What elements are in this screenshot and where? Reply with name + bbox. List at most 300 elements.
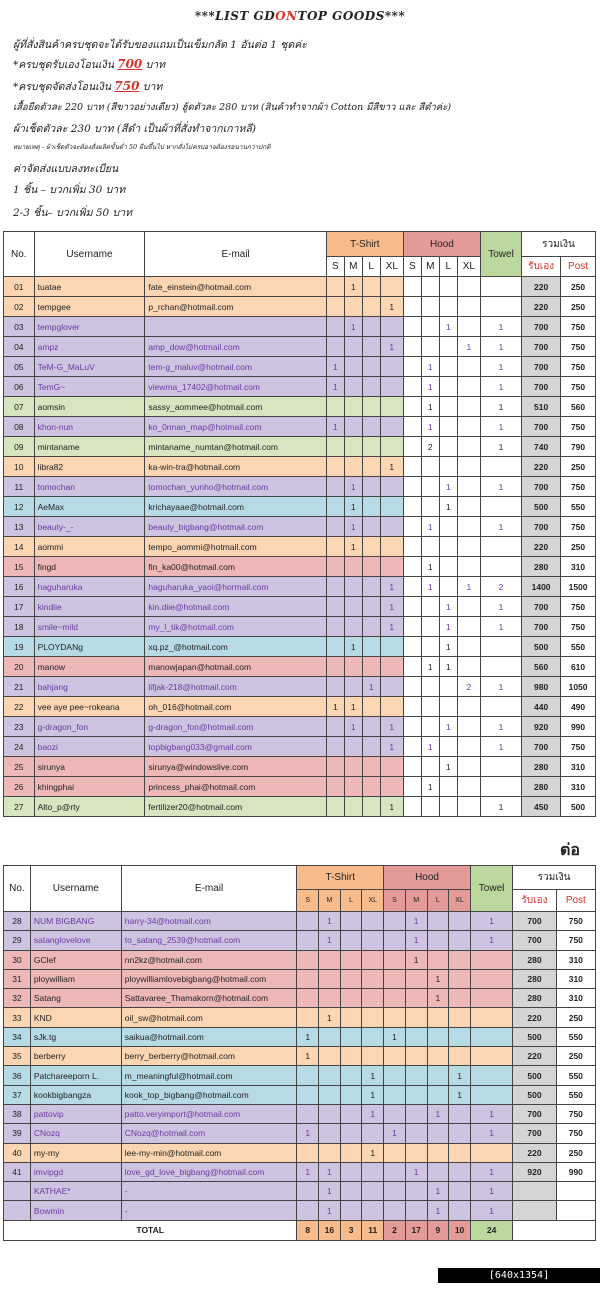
row-tshirt-qty bbox=[340, 931, 362, 950]
row-hood-qty bbox=[427, 1085, 449, 1104]
row-hood-qty: 1 bbox=[439, 717, 457, 737]
row-hood-qty bbox=[421, 497, 439, 517]
row-post-price: 750 bbox=[556, 931, 595, 950]
total-row bbox=[4, 1220, 596, 1240]
row-post-price: 550 bbox=[556, 1027, 595, 1046]
header-line-shipping: ค่าจัดส่งแบบลงทะเบียน bbox=[13, 163, 119, 175]
size-xl: XL bbox=[449, 890, 471, 912]
table-row bbox=[4, 677, 596, 697]
row-email: krichayaae@hotmail.com bbox=[145, 497, 326, 517]
row-username: KND bbox=[30, 1008, 121, 1027]
row-tshirt-qty bbox=[344, 557, 362, 577]
row-hood-qty bbox=[457, 277, 480, 297]
row-tshirt-qty bbox=[297, 1201, 319, 1220]
table-row bbox=[4, 1027, 596, 1046]
row-hood-qty bbox=[403, 317, 421, 337]
row-post-price: 250 bbox=[561, 537, 596, 557]
row-email: - bbox=[121, 1201, 297, 1220]
row-username: ampz bbox=[34, 337, 145, 357]
row-username: khon-nun bbox=[34, 417, 145, 437]
size-xl: XL bbox=[362, 890, 384, 912]
row-tshirt-qty bbox=[344, 597, 362, 617]
col-pickup: รับเอง bbox=[522, 257, 561, 277]
row-hood-qty bbox=[384, 1066, 406, 1085]
row-number: 38 bbox=[4, 1104, 31, 1123]
row-number: 22 bbox=[4, 697, 35, 717]
row-tshirt-qty bbox=[326, 557, 344, 577]
row-tshirt-qty bbox=[344, 657, 362, 677]
row-number: 36 bbox=[4, 1066, 31, 1085]
table-row bbox=[4, 969, 596, 988]
row-hood-qty bbox=[421, 317, 439, 337]
row-post-price bbox=[556, 1201, 595, 1220]
row-tshirt-qty: 1 bbox=[319, 931, 341, 950]
row-hood-qty bbox=[457, 317, 480, 337]
total-hood: 17 bbox=[405, 1220, 427, 1240]
row-hood-qty: 1 bbox=[439, 617, 457, 637]
row-username: satanglovelove bbox=[30, 931, 121, 950]
row-username: aomsin bbox=[34, 397, 145, 417]
row-number: 18 bbox=[4, 617, 35, 637]
row-email bbox=[145, 317, 326, 337]
row-tshirt-qty bbox=[344, 397, 362, 417]
row-number: 11 bbox=[4, 477, 35, 497]
row-post-price: 750 bbox=[561, 617, 596, 637]
row-hood-qty bbox=[405, 1182, 427, 1201]
row-tshirt-qty bbox=[380, 557, 403, 577]
row-hood-qty: 1 bbox=[384, 1124, 406, 1143]
row-tshirt-qty bbox=[340, 1143, 362, 1162]
orders-table-1 bbox=[3, 231, 596, 817]
row-towel-qty: 1 bbox=[480, 797, 521, 817]
row-number: 34 bbox=[4, 1027, 31, 1046]
row-tshirt-qty bbox=[362, 797, 380, 817]
table-row bbox=[4, 697, 596, 717]
row-number: 25 bbox=[4, 757, 35, 777]
row-hood-qty bbox=[427, 1047, 449, 1066]
row-pickup-price: 740 bbox=[522, 437, 561, 457]
row-hood-qty bbox=[384, 1104, 406, 1123]
row-hood-qty bbox=[421, 537, 439, 557]
row-tshirt-qty bbox=[297, 1085, 319, 1104]
row-hood-qty bbox=[457, 297, 480, 317]
row-tshirt-qty bbox=[380, 357, 403, 377]
row-tshirt-qty bbox=[380, 657, 403, 677]
row-hood-qty bbox=[457, 637, 480, 657]
size-s: S bbox=[297, 890, 319, 912]
row-tshirt-qty: 1 bbox=[380, 577, 403, 597]
row-tshirt-qty bbox=[362, 477, 380, 497]
row-username: berberry bbox=[30, 1047, 121, 1066]
row-hood-qty bbox=[403, 417, 421, 437]
row-towel-qty: 1 bbox=[480, 437, 521, 457]
header-line-prices: เสื้อยืดตัวละ 220 บาท (สีขาวอย่างเดียว) ฮู้ดตัวละ 280 บาท (สินค้าทำจากผ้า Cotton มีสีขาว และ สีดำค่ะ) bbox=[13, 102, 452, 113]
row-post-price: 310 bbox=[556, 969, 595, 988]
row-tshirt-qty: 1 bbox=[380, 597, 403, 617]
row-tshirt-qty bbox=[340, 969, 362, 988]
row-email: ploywilliamlovebigbang@hotmail.com bbox=[121, 969, 297, 988]
row-username: TeM-G_MaLuV bbox=[34, 357, 145, 377]
header-line-ship-1: 1 ชิ้น – บวกเพิ่ม 30 บาท bbox=[13, 184, 126, 196]
total-empty bbox=[513, 1220, 596, 1240]
row-hood-qty bbox=[403, 737, 421, 757]
row-hood-qty: 1 bbox=[405, 950, 427, 969]
row-tshirt-qty bbox=[380, 757, 403, 777]
row-tshirt-qty: 1 bbox=[362, 677, 380, 697]
row-towel-qty bbox=[480, 557, 521, 577]
row-pickup-price: 980 bbox=[522, 677, 561, 697]
row-email: amp_dow@hotmail.com bbox=[145, 337, 326, 357]
row-pickup-price: 220 bbox=[513, 1047, 556, 1066]
row-tshirt-qty: 1 bbox=[362, 1066, 384, 1085]
row-hood-qty bbox=[449, 1047, 471, 1066]
row-hood-qty bbox=[421, 297, 439, 317]
row-pickup-price: 280 bbox=[513, 969, 556, 988]
row-pickup-price: 220 bbox=[522, 277, 561, 297]
row-tshirt-qty bbox=[326, 597, 344, 617]
row-tshirt-qty bbox=[319, 1027, 341, 1046]
header-line-ship-2: 2-3 ชิ้น– บวกเพิ่ม 50 บาท bbox=[13, 207, 133, 219]
row-pickup-price: 700 bbox=[522, 737, 561, 757]
row-hood-qty bbox=[403, 617, 421, 637]
row-hood-qty bbox=[449, 1027, 471, 1046]
row-hood-qty bbox=[421, 617, 439, 637]
row-pickup-price: 700 bbox=[522, 517, 561, 537]
row-post-price bbox=[556, 1182, 595, 1201]
total-hood: 9 bbox=[427, 1220, 449, 1240]
col-post: Post bbox=[556, 890, 595, 912]
row-tshirt-qty bbox=[326, 617, 344, 637]
row-tshirt-qty bbox=[362, 697, 380, 717]
row-post-price: 550 bbox=[561, 637, 596, 657]
table-row bbox=[4, 1124, 596, 1143]
row-tshirt-qty bbox=[344, 677, 362, 697]
size-m: M bbox=[344, 257, 362, 277]
row-username: AeMax bbox=[34, 497, 145, 517]
row-towel-qty bbox=[470, 1143, 512, 1162]
size-l: L bbox=[439, 257, 457, 277]
row-number: 13 bbox=[4, 517, 35, 537]
row-tshirt-qty bbox=[326, 457, 344, 477]
row-post-price: 750 bbox=[561, 517, 596, 537]
row-tshirt-qty bbox=[340, 1162, 362, 1181]
row-towel-qty: 1 bbox=[480, 617, 521, 637]
row-pickup-price: 700 bbox=[513, 1124, 556, 1143]
row-tshirt-qty: 1 bbox=[344, 537, 362, 557]
row-username: bahjang bbox=[34, 677, 145, 697]
row-post-price: 250 bbox=[556, 1008, 595, 1027]
row-tshirt-qty: 1 bbox=[344, 637, 362, 657]
row-towel-qty bbox=[470, 1027, 512, 1046]
row-tshirt-qty bbox=[344, 357, 362, 377]
row-pickup-price: 280 bbox=[513, 950, 556, 969]
row-username: tempglover bbox=[34, 317, 145, 337]
row-hood-qty bbox=[403, 677, 421, 697]
table-row bbox=[4, 1066, 596, 1085]
row-number: 16 bbox=[4, 577, 35, 597]
row-tshirt-qty bbox=[362, 1124, 384, 1143]
row-hood-qty bbox=[405, 1047, 427, 1066]
row-username: sJk.tg bbox=[30, 1027, 121, 1046]
row-username: mintaname bbox=[34, 437, 145, 457]
row-email: lee-my-min@hotmail.com bbox=[121, 1143, 297, 1162]
row-hood-qty: 1 bbox=[427, 1182, 449, 1201]
row-email: fin_ka00@hotmail.com bbox=[145, 557, 326, 577]
row-username: Alto_p@rty bbox=[34, 797, 145, 817]
row-email: kin.diie@hotmail.com bbox=[145, 597, 326, 617]
row-towel-qty bbox=[470, 1008, 512, 1027]
row-towel-qty bbox=[480, 277, 521, 297]
row-towel-qty: 1 bbox=[470, 1162, 512, 1181]
row-tshirt-qty bbox=[380, 317, 403, 337]
row-post-price: 250 bbox=[556, 1143, 595, 1162]
row-tshirt-qty bbox=[362, 537, 380, 557]
row-hood-qty bbox=[457, 717, 480, 737]
total-hood: 10 bbox=[449, 1220, 471, 1240]
row-tshirt-qty bbox=[297, 912, 319, 931]
row-hood-qty bbox=[403, 797, 421, 817]
table-row bbox=[4, 1104, 596, 1123]
row-hood-qty bbox=[449, 912, 471, 931]
row-hood-qty bbox=[403, 337, 421, 357]
row-tshirt-qty bbox=[362, 1182, 384, 1201]
row-post-price: 750 bbox=[561, 317, 596, 337]
size-m: M bbox=[319, 890, 341, 912]
row-tshirt-qty bbox=[344, 757, 362, 777]
row-post-price: 750 bbox=[556, 1124, 595, 1143]
row-towel-qty: 1 bbox=[480, 717, 521, 737]
table-row bbox=[4, 1162, 596, 1181]
col-no: No. bbox=[4, 232, 35, 277]
row-hood-qty: 1 bbox=[384, 1027, 406, 1046]
row-tshirt-qty: 1 bbox=[319, 1008, 341, 1027]
row-post-price: 750 bbox=[561, 477, 596, 497]
size-xl: XL bbox=[457, 257, 480, 277]
size-l: L bbox=[427, 890, 449, 912]
row-username: khingphai bbox=[34, 777, 145, 797]
row-tshirt-qty bbox=[326, 657, 344, 677]
row-post-price: 990 bbox=[556, 1162, 595, 1181]
row-tshirt-qty bbox=[362, 577, 380, 597]
row-email: love_gd_love_bigbang@hotmail.com bbox=[121, 1162, 297, 1181]
row-tshirt-qty: 1 bbox=[326, 417, 344, 437]
row-username: aommi bbox=[34, 537, 145, 557]
row-tshirt-qty bbox=[340, 912, 362, 931]
row-pickup-price: 220 bbox=[513, 1143, 556, 1162]
total-tshirt: 11 bbox=[362, 1220, 384, 1240]
row-username: CNozq bbox=[30, 1124, 121, 1143]
row-number: 19 bbox=[4, 637, 35, 657]
row-number: 01 bbox=[4, 277, 35, 297]
row-tshirt-qty: 1 bbox=[344, 697, 362, 717]
row-hood-qty bbox=[449, 989, 471, 1008]
row-post-price: 250 bbox=[561, 277, 596, 297]
row-hood-qty bbox=[384, 969, 406, 988]
row-hood-qty bbox=[403, 637, 421, 657]
header-line-towel: ผ้าเช็ดตัวละ 230 บาท (สีดำ เป็นผ้าที่สั่งทำจากเกาหลี) bbox=[13, 123, 256, 135]
row-hood-qty bbox=[403, 477, 421, 497]
total-tshirt: 8 bbox=[297, 1220, 319, 1240]
row-towel-qty: 1 bbox=[480, 417, 521, 437]
row-hood-qty bbox=[457, 697, 480, 717]
table-row bbox=[4, 717, 596, 737]
table-row bbox=[4, 777, 596, 797]
row-hood-qty bbox=[427, 1066, 449, 1085]
row-tshirt-qty bbox=[344, 417, 362, 437]
table-row bbox=[4, 912, 596, 931]
row-tshirt-qty bbox=[362, 557, 380, 577]
row-username: sirunya bbox=[34, 757, 145, 777]
row-tshirt-qty bbox=[326, 577, 344, 597]
row-number: 26 bbox=[4, 777, 35, 797]
row-hood-qty bbox=[449, 1008, 471, 1027]
row-towel-qty: 1 bbox=[470, 931, 512, 950]
row-pickup-price bbox=[513, 1182, 556, 1201]
row-tshirt-qty: 1 bbox=[380, 617, 403, 637]
row-tshirt-qty bbox=[344, 377, 362, 397]
row-tshirt-qty: 1 bbox=[380, 797, 403, 817]
row-hood-qty bbox=[427, 1162, 449, 1181]
row-email: princess_phai@hotmail.com bbox=[145, 777, 326, 797]
row-tshirt-qty bbox=[362, 417, 380, 437]
row-hood-qty bbox=[439, 397, 457, 417]
col-post: Post bbox=[561, 257, 596, 277]
row-hood-qty bbox=[405, 1008, 427, 1027]
row-username: imvipgd bbox=[30, 1162, 121, 1181]
row-tshirt-qty bbox=[380, 517, 403, 537]
row-tshirt-qty bbox=[362, 617, 380, 637]
row-pickup-price bbox=[513, 1201, 556, 1220]
row-tshirt-qty bbox=[362, 757, 380, 777]
col-username: Username bbox=[34, 232, 145, 277]
row-hood-qty bbox=[384, 1047, 406, 1066]
row-username: my-my bbox=[30, 1143, 121, 1162]
row-pickup-price: 500 bbox=[513, 1085, 556, 1104]
row-username: KATHAE* bbox=[30, 1182, 121, 1201]
row-hood-qty bbox=[403, 657, 421, 677]
row-tshirt-qty bbox=[340, 1182, 362, 1201]
table-row bbox=[4, 377, 596, 397]
row-hood-qty bbox=[403, 377, 421, 397]
row-email: ko_0nnan_map@hotmail.com bbox=[145, 417, 326, 437]
row-tshirt-qty bbox=[362, 517, 380, 537]
row-hood-qty: 1 bbox=[439, 657, 457, 677]
row-tshirt-qty bbox=[297, 1143, 319, 1162]
row-towel-qty: 1 bbox=[480, 377, 521, 397]
row-post-price: 310 bbox=[561, 777, 596, 797]
row-towel-qty: 1 bbox=[480, 317, 521, 337]
row-tshirt-qty bbox=[380, 437, 403, 457]
row-tshirt-qty bbox=[362, 1008, 384, 1027]
table-row bbox=[4, 1182, 596, 1201]
row-email: fate_einstein@hotmail.com bbox=[145, 277, 326, 297]
row-hood-qty: 1 bbox=[421, 577, 439, 597]
row-tshirt-qty bbox=[344, 297, 362, 317]
row-hood-qty bbox=[457, 357, 480, 377]
row-hood-qty bbox=[403, 397, 421, 417]
size-l: L bbox=[340, 890, 362, 912]
row-tshirt-qty bbox=[344, 577, 362, 597]
row-pickup-price: 500 bbox=[522, 637, 561, 657]
row-hood-qty: 1 bbox=[421, 397, 439, 417]
table-row bbox=[4, 497, 596, 517]
row-number bbox=[4, 1182, 31, 1201]
size-s: S bbox=[326, 257, 344, 277]
continued-label: ต่อ bbox=[560, 842, 580, 859]
row-pickup-price: 700 bbox=[522, 477, 561, 497]
row-tshirt-qty bbox=[362, 277, 380, 297]
row-hood-qty bbox=[439, 797, 457, 817]
col-email: E-mail bbox=[121, 866, 297, 912]
row-number: 07 bbox=[4, 397, 35, 417]
row-towel-qty bbox=[480, 457, 521, 477]
row-number: 20 bbox=[4, 657, 35, 677]
table-row bbox=[4, 737, 596, 757]
row-tshirt-qty: 1 bbox=[344, 717, 362, 737]
row-number: 02 bbox=[4, 297, 35, 317]
row-hood-qty: 1 bbox=[421, 737, 439, 757]
row-hood-qty bbox=[421, 757, 439, 777]
row-number: 04 bbox=[4, 337, 35, 357]
row-tshirt-qty bbox=[380, 397, 403, 417]
row-email: CNozq@hotmail.com bbox=[121, 1124, 297, 1143]
row-tshirt-qty bbox=[380, 637, 403, 657]
row-hood-qty bbox=[405, 1201, 427, 1220]
col-towel: Towel bbox=[480, 232, 521, 277]
row-post-price: 750 bbox=[561, 377, 596, 397]
row-tshirt-qty bbox=[319, 1066, 341, 1085]
row-hood-qty bbox=[403, 597, 421, 617]
row-tshirt-qty: 1 bbox=[344, 477, 362, 497]
row-hood-qty bbox=[403, 517, 421, 537]
row-tshirt-qty bbox=[340, 1201, 362, 1220]
table-row bbox=[4, 357, 596, 377]
row-hood-qty bbox=[421, 477, 439, 497]
row-towel-qty bbox=[480, 697, 521, 717]
row-post-price: 750 bbox=[561, 417, 596, 437]
row-tshirt-qty bbox=[340, 1027, 362, 1046]
row-towel-qty: 1 bbox=[470, 1182, 512, 1201]
row-pickup-price: 220 bbox=[513, 1008, 556, 1027]
row-tshirt-qty bbox=[326, 777, 344, 797]
size-m: M bbox=[421, 257, 439, 277]
row-hood-qty bbox=[405, 1124, 427, 1143]
row-email: sassy_aommee@hotmail.com bbox=[145, 397, 326, 417]
row-email: topbigbang033@gmail.com bbox=[145, 737, 326, 757]
row-hood-qty: 1 bbox=[427, 1201, 449, 1220]
row-hood-qty bbox=[384, 1162, 406, 1181]
row-hood-qty bbox=[439, 437, 457, 457]
col-tshirt: T-Shirt bbox=[297, 866, 384, 890]
row-towel-qty: 1 bbox=[480, 477, 521, 497]
size-l: L bbox=[362, 257, 380, 277]
row-post-price: 250 bbox=[561, 457, 596, 477]
row-towel-qty: 1 bbox=[470, 1104, 512, 1123]
row-post-price: 750 bbox=[561, 737, 596, 757]
row-tshirt-qty bbox=[344, 737, 362, 757]
row-username: Bowmin bbox=[30, 1201, 121, 1220]
row-hood-qty: 1 bbox=[421, 557, 439, 577]
row-email: mintaname_numtan@hotmail.com bbox=[145, 437, 326, 457]
row-hood-qty bbox=[439, 297, 457, 317]
table-row bbox=[4, 317, 596, 337]
row-tshirt-qty bbox=[326, 297, 344, 317]
row-hood-qty bbox=[449, 1162, 471, 1181]
total-tshirt: 16 bbox=[319, 1220, 341, 1240]
row-hood-qty bbox=[384, 1085, 406, 1104]
row-hood-qty: 1 bbox=[427, 969, 449, 988]
row-tshirt-qty bbox=[380, 537, 403, 557]
